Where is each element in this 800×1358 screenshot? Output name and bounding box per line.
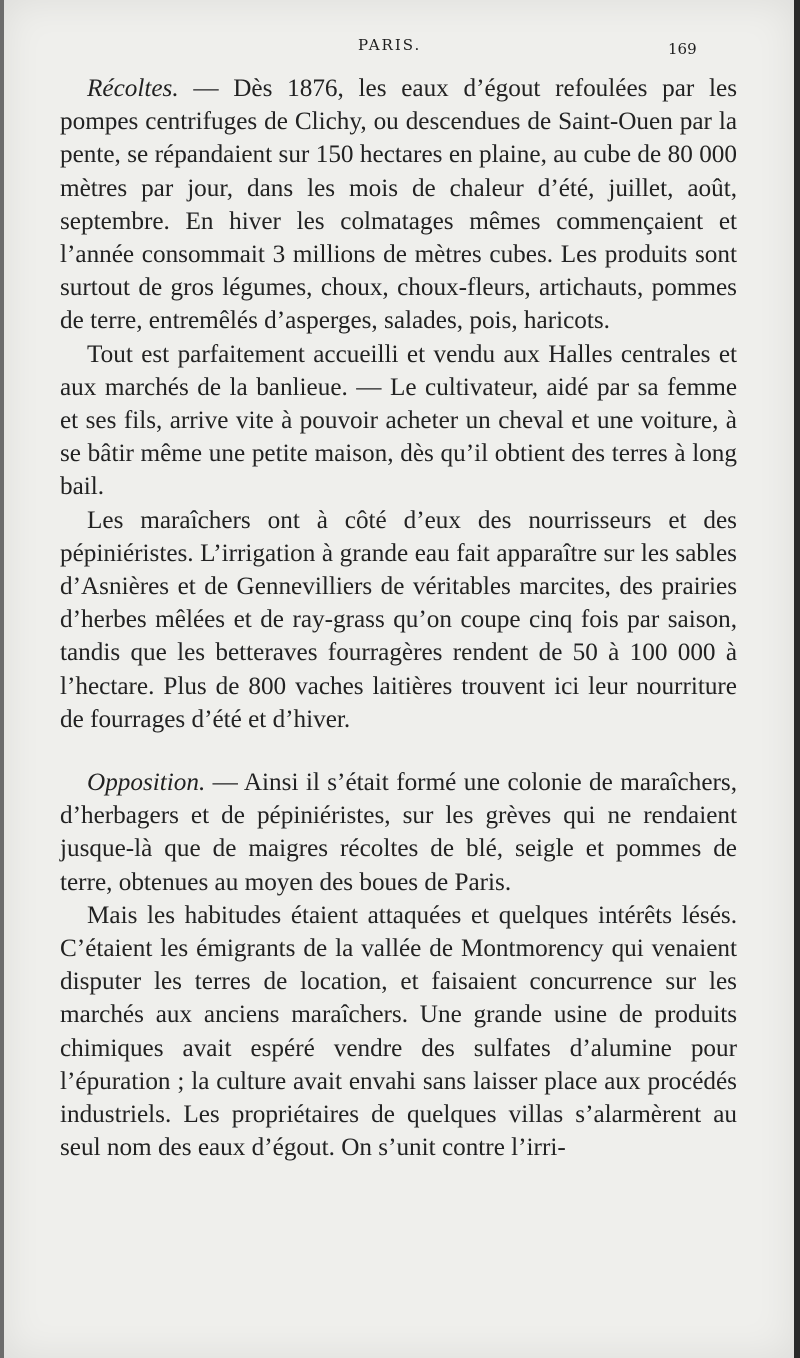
paragraph-opposition [60,766,737,899]
paragraph-text: — Dès 1876, les eaux d’égout refoulées par les pompes centrifuges de Clichy, ou descendues de Saint-Ouen par la pente, se répandaient sur 150 hectares en plaine, au cube de 80 000 mètres par jour, dans les mois de chaleur d’été, juillet, août, septembre. En hiver les colmatages mêmes commençaient et l’année consommait 3 millions de mètres cubes. Les produits sont surtout de gros légumes, choux, choux-fleurs, artichauts, pommes de terre, entremêlés d’asperges, salades, pois, haricots. [60,75,737,335]
section-heading-recoltes: Récoltes. [87,75,179,102]
page-number: 169 [668,40,697,58]
book-page [4,0,794,1358]
paragraph-text: Les maraîchers ont à côté d’eux des nourrisseurs et des pépiniéristes. L’irrigation à grande eau fait apparaître sur les sables d’Asnières et de Gennevilliers de véritables marcites, des prairies d’herbes mêlées et de ray-grass qu’on coupe cinq fois par saison, tandis que les betteraves fourragères rendent de 50 à 100 000 à l’hectare. Plus de 800 vaches laitières trouvent ici leur nourriture de fourrages d’été et d’hiver. [60,506,737,733]
body-text [60,72,737,1165]
section-heading-opposition: Opposition. [87,769,206,797]
paragraph-text: — Ainsi il s’était formé une colonie de maraîchers, d’herbagers et de pépiniéristes, sur les grèves qui ne rendaient jusque-là que de maigres récoltes de blé, seigle et pommes de terre, obtenues au moyen des boues de Paris. [60,769,737,896]
paragraph-maraichers [60,504,737,736]
section-gap [60,736,737,766]
page-header [4,36,794,60]
page-edge [794,0,800,1358]
paragraph-text: Mais les habitudes étaient attaquées et quelques intérêts lésés. C’étaient les émigrants de la vallée de Montmorency qui venaient disputer les terres de location, et faisaient concurrence sur les marchés aux anciens maraîchers. Une grande usine de produits chimiques avait espéré vendre des sulfates d’alumine pour l’épuration ; la culture avait envahi sans laisser place aux procédés industriels. Les propriétaires de quelques villas s’alarmèrent au seul nom des eaux d’égout. On s’unit contre l’irri- [60,901,737,1162]
paragraph-recoltes [60,72,737,338]
paragraph-halles [60,338,737,504]
paragraph-text: Tout est parfaitement accueilli et vendu aux Halles centrales et aux marchés de la banlieue. — Le cultivateur, aidé par sa femme et ses fils, arrive vite à pouvoir acheter un cheval et une voiture, à se bâtir même une petite maison, dès qu’il obtient des terres à long bail. [60,340,737,501]
paragraph-habitudes [60,899,737,1165]
running-head: PARIS. [358,36,422,54]
